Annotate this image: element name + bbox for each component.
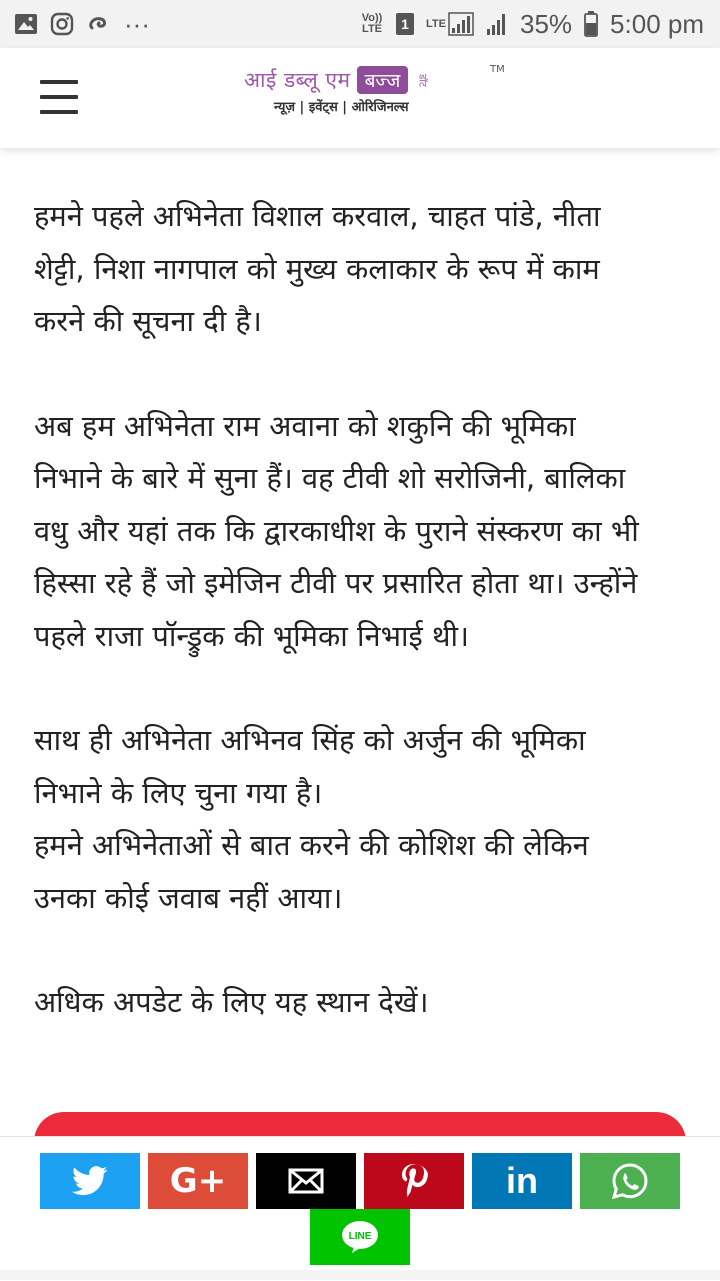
paragraph-line: अब हम अभिनेता राम अवाना को शकुनि की भूमिका (34, 408, 576, 443)
share-googleplus-button[interactable] (148, 1153, 248, 1209)
share-linkedin-button[interactable] (472, 1153, 572, 1209)
line-label: LINE (348, 1231, 372, 1242)
clock: 5:00 pm (610, 8, 704, 39)
share-twitter-button[interactable] (40, 1153, 140, 1209)
status-bar (0, 0, 720, 48)
paragraph-line: निभाने के बारे में सुना हैं। वह टीवी शो सरोजिनी, बालिका (34, 461, 626, 495)
bottom-edge (0, 1270, 720, 1280)
logo-text: आई डब्लू एम (244, 68, 351, 92)
paragraph-line: अधिक अपडेट के लिए यह स्थान देखें। (34, 985, 429, 1019)
app-notification-icon (86, 14, 112, 34)
whatsapp-icon (611, 1162, 649, 1200)
linkedin-icon: in (506, 1160, 538, 1201)
social-share-bar (0, 1136, 720, 1281)
menu-icon-bar (40, 95, 78, 99)
paragraph-line: हिस्सा रहे हैं जो इमेजिन टीवी पर प्रसारित होता था। उन्होंने (34, 566, 638, 600)
twitter-icon (72, 1166, 108, 1196)
share-whatsapp-button[interactable] (580, 1153, 680, 1209)
paragraph-line: करने की सूचना दी है। (34, 304, 262, 338)
network-type-label: LTE (426, 17, 446, 30)
logo-buzz-badge: बज्ज (357, 66, 409, 94)
logo-tagline: न्यूज़ | इवेंट्स | ओरिजिनल्स (274, 100, 409, 115)
site-logo[interactable] (244, 66, 514, 126)
paragraph-line: हमने अभिनेताओं से बात करने की कोशिश की लेकिन (34, 828, 589, 862)
signal-strength-icon (486, 12, 508, 36)
instagram-icon (50, 12, 74, 36)
sim-indicator: 1 (396, 13, 414, 35)
share-pinterest-button[interactable] (364, 1153, 464, 1209)
paragraph-line: साथ ही अभिनेता अभिनव सिंह को अर्जुन की भूमिका (34, 723, 586, 757)
article-paragraph (34, 400, 694, 663)
paragraph-line: शेट्टी, निशा नागपाल को मुख्य कलाकार के रूप में काम (34, 251, 600, 286)
article-paragraph (34, 976, 694, 1029)
menu-icon-bar (40, 80, 78, 84)
paragraph-line: पहले राजा पॉन्ड्रुक की भूमिका निभाई थी। (34, 618, 469, 653)
paragraph-line: वधु और यहां तक कि द्वारकाधीश के पुराने संस्करण का भी (34, 513, 639, 548)
hamburger-menu-button[interactable] (40, 80, 78, 114)
envelope-icon (288, 1168, 324, 1194)
gallery-icon (14, 13, 38, 35)
site-header (0, 48, 720, 148)
paragraph-line: हमने पहले अभिनेता विशाल करवाल, चाहत पांडे, नीता (34, 199, 601, 233)
more-notifications-icon: ··· (124, 8, 150, 39)
article-body (34, 190, 694, 1081)
paragraph-line: निभाने के लिए चुना गया है। (34, 775, 323, 810)
logo-wordmark (244, 66, 514, 94)
share-line-button[interactable] (310, 1209, 410, 1265)
battery-icon (584, 11, 598, 37)
menu-icon-bar (40, 110, 78, 114)
line-icon (340, 1219, 380, 1255)
paragraph-line: उनका कोई जवाब नहीं आया। (34, 880, 343, 915)
logo-dot-label: डॉट (416, 73, 428, 87)
trademark-label: TM (490, 64, 505, 75)
article-paragraph (34, 190, 694, 348)
share-email-button[interactable] (256, 1153, 356, 1209)
volte-indicator: Vo)) LTE (361, 12, 383, 35)
battery-percent: 35% (520, 8, 573, 39)
googleplus-icon: G+ (169, 1161, 227, 1201)
lte-signal-icon (426, 12, 474, 36)
pinterest-icon (399, 1162, 429, 1200)
article-paragraph (34, 714, 694, 924)
